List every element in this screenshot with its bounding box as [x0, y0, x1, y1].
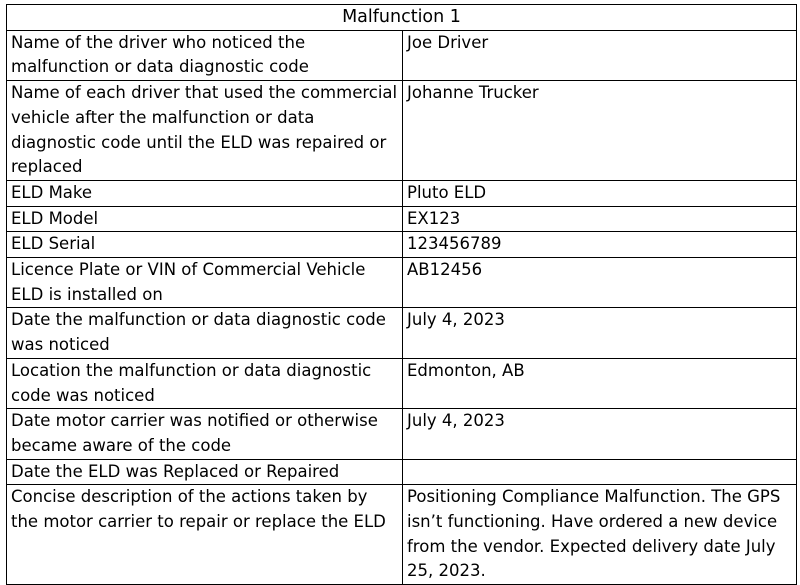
row-label: Licence Plate or VIN of Commercial Vehicle ELD is installed on	[7, 258, 403, 308]
row-value: Johanne Trucker	[403, 81, 797, 181]
row-label: ELD Model	[7, 206, 403, 232]
row-label: ELD Serial	[7, 232, 403, 258]
row-value: Edmonton, AB	[403, 358, 797, 408]
malfunction-table	[6, 4, 797, 585]
row-value	[403, 459, 797, 485]
table-row	[7, 180, 797, 206]
row-value: July 4, 2023	[403, 409, 797, 459]
row-label: Date motor carrier was notified or otherwise became aware of the code	[7, 409, 403, 459]
row-value: Positioning Compliance Malfunction. The GPS isn’t functioning. Have ordered a new device from the vendor. Expected delivery date July 25, 2023.	[403, 485, 797, 585]
row-label: Concise description of the actions taken by the motor carrier to repair or replace the ELD	[7, 485, 403, 585]
table-row	[7, 358, 797, 408]
table-row	[7, 409, 797, 459]
table-row	[7, 308, 797, 358]
table-row	[7, 81, 797, 181]
row-label: Date the malfunction or data diagnostic code was noticed	[7, 308, 403, 358]
table-row	[7, 206, 797, 232]
row-value: AB12456	[403, 258, 797, 308]
row-label: Location the malfunction or data diagnostic code was noticed	[7, 358, 403, 408]
row-value: EX123	[403, 206, 797, 232]
row-value: Joe Driver	[403, 30, 797, 80]
row-label: Name of each driver that used the commercial vehicle after the malfunction or data diagnostic code until the ELD was repaired or replaced	[7, 81, 403, 181]
row-value: Pluto ELD	[403, 180, 797, 206]
row-value: July 4, 2023	[403, 308, 797, 358]
row-label: ELD Make	[7, 180, 403, 206]
table-row	[7, 485, 797, 585]
table-row	[7, 30, 797, 80]
row-value: 123456789	[403, 232, 797, 258]
table-header-row	[7, 5, 797, 31]
row-label: Name of the driver who noticed the malfunction or data diagnostic code	[7, 30, 403, 80]
table-row	[7, 258, 797, 308]
row-label: Date the ELD was Replaced or Repaired	[7, 459, 403, 485]
table-title: Malfunction 1	[7, 5, 797, 31]
table-row	[7, 232, 797, 258]
table-row	[7, 459, 797, 485]
